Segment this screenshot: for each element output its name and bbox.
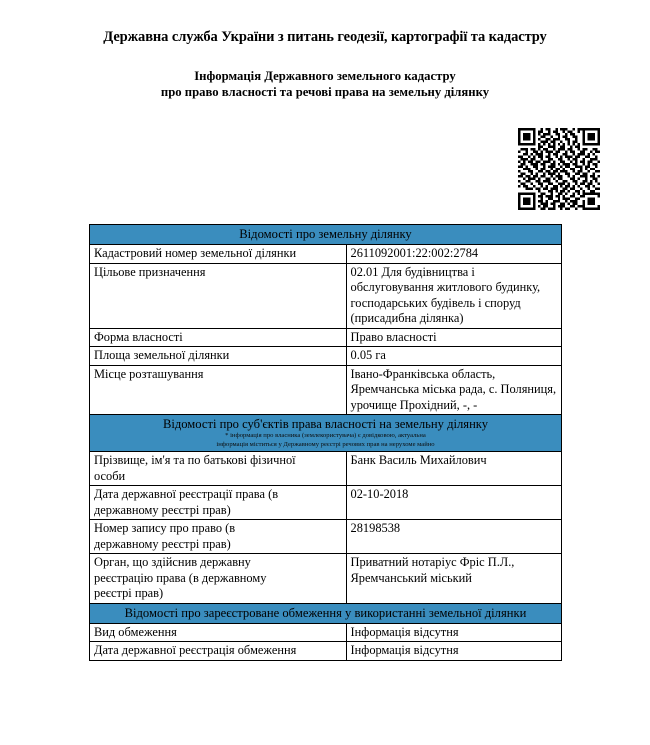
row-value-line: Банк Василь Михайлович xyxy=(350,453,487,468)
row-value-cell xyxy=(346,365,561,415)
row-value-cell xyxy=(346,328,561,347)
section-footnote-line: * інформація про власника (землекористувача) є довідковою, актуальна xyxy=(225,432,426,439)
row-value-line: Інформація відсутня xyxy=(350,624,459,639)
table-row xyxy=(90,623,562,642)
row-label-line: Кадастровий номер земельної ділянки xyxy=(94,246,297,260)
table-row xyxy=(90,347,562,366)
section-footnote xyxy=(92,432,559,449)
row-value-cell xyxy=(346,642,561,661)
row-value-line: Яремчанський міський xyxy=(350,570,472,585)
table-row xyxy=(90,245,562,264)
row-value-line: (присадибна ділянка) xyxy=(350,311,464,325)
row-value-line: обслуговування житлового будинку, xyxy=(350,280,541,294)
row-label-line: Цільове призначення xyxy=(94,264,206,279)
section-header-cell xyxy=(90,415,562,452)
row-label-line: Вид обмеження xyxy=(94,624,177,639)
section-header-parcel xyxy=(90,225,562,245)
row-label-line: державному реєстрі прав) xyxy=(94,502,231,517)
row-label-line: особи xyxy=(94,468,126,483)
section-header-cell xyxy=(90,603,562,623)
row-value-line: 2611092001:22:002:2784 xyxy=(350,246,479,260)
row-label-cell xyxy=(90,245,347,264)
section-header-restrictions xyxy=(90,603,562,623)
organization-title: Державна служба України з питань геодезії, картографії та кадастру xyxy=(103,29,547,45)
row-value-cell xyxy=(346,486,561,520)
row-label-cell xyxy=(90,623,347,642)
qr-code xyxy=(513,128,605,210)
row-label-cell xyxy=(90,263,347,328)
row-value-cell xyxy=(346,623,561,642)
row-value-line: Інформація відсутня xyxy=(350,643,459,658)
section-title: Відомості про зареєстроване обмеження у використанні земельної ділянки xyxy=(124,605,527,620)
row-value-line: Приватний нотаріус Фріс П.Л., xyxy=(350,555,515,570)
row-label-cell xyxy=(90,328,347,347)
table-row xyxy=(90,452,562,486)
row-label-cell xyxy=(90,452,347,486)
land-parcel-info-table xyxy=(89,224,562,661)
row-value-line: господарських будівель і споруд xyxy=(350,295,521,310)
row-label-cell xyxy=(90,520,347,554)
row-label-line: Прізвище, ім'я та по батькові фізичної xyxy=(94,453,296,468)
row-value-line: 28198538 xyxy=(350,521,401,536)
table-row xyxy=(90,328,562,347)
row-label-line: Площа земельної ділянки xyxy=(94,348,230,362)
row-value-line: 0.05 га xyxy=(350,348,386,362)
document-subtitle xyxy=(0,68,650,100)
row-label-line: Орган, що здійснив державну xyxy=(94,555,251,570)
document-header xyxy=(0,0,650,100)
row-value-line: Івано-Франківська область, xyxy=(350,366,496,381)
row-value-cell xyxy=(346,347,561,366)
row-label-line: Дата державної реєстрації права (в xyxy=(94,487,279,502)
table-body xyxy=(90,225,562,661)
row-value-cell xyxy=(346,554,561,604)
subtitle-line-1: Інформація Державного земельного кадастру xyxy=(194,69,456,83)
row-value-line: 02.01 Для будівництва і xyxy=(350,264,475,279)
row-value-cell xyxy=(346,263,561,328)
table-row xyxy=(90,642,562,661)
subtitle-line-2: про право власності та речові права на земельну ділянку xyxy=(160,85,490,99)
table-row xyxy=(90,520,562,554)
section-header-owner xyxy=(90,415,562,452)
row-label-line: Місце розташування xyxy=(94,366,204,381)
row-label-line: реєстрацію права (в державному xyxy=(94,570,267,585)
row-label-cell xyxy=(90,365,347,415)
row-label-line: Дата державної реєстрація обмеження xyxy=(94,643,297,658)
row-label-line: Номер запису про право (в xyxy=(94,521,236,536)
row-value-cell xyxy=(346,245,561,264)
table-row xyxy=(90,365,562,415)
row-value-line: Право власності xyxy=(350,329,437,344)
row-label-cell xyxy=(90,347,347,366)
row-label-cell xyxy=(90,486,347,520)
row-label-line: державному реєстрі прав) xyxy=(94,536,231,551)
section-footnote-line: інформація міститься у Державному реєстрі речових прав на нерухоме майно xyxy=(216,440,435,448)
row-value-line: 02-10-2018 xyxy=(350,487,409,502)
table-row xyxy=(90,554,562,604)
row-value-cell xyxy=(346,452,561,486)
row-value-line: Яремчанська міська рада, с. Поляниця, xyxy=(350,382,557,396)
row-label-cell xyxy=(90,554,347,604)
table-row xyxy=(90,263,562,328)
row-label-cell xyxy=(90,642,347,661)
row-value-line: урочище Прохідний, -, - xyxy=(350,397,478,412)
section-header-cell xyxy=(90,225,562,245)
table-row xyxy=(90,486,562,520)
section-title: Відомості про суб'єктів права власності на земельну ділянку xyxy=(162,417,489,431)
row-label-line: реєстрі прав) xyxy=(94,586,164,601)
section-title: Відомості про земельну ділянку xyxy=(239,227,412,241)
row-value-cell xyxy=(346,520,561,554)
row-label-line: Форма власності xyxy=(94,329,183,344)
